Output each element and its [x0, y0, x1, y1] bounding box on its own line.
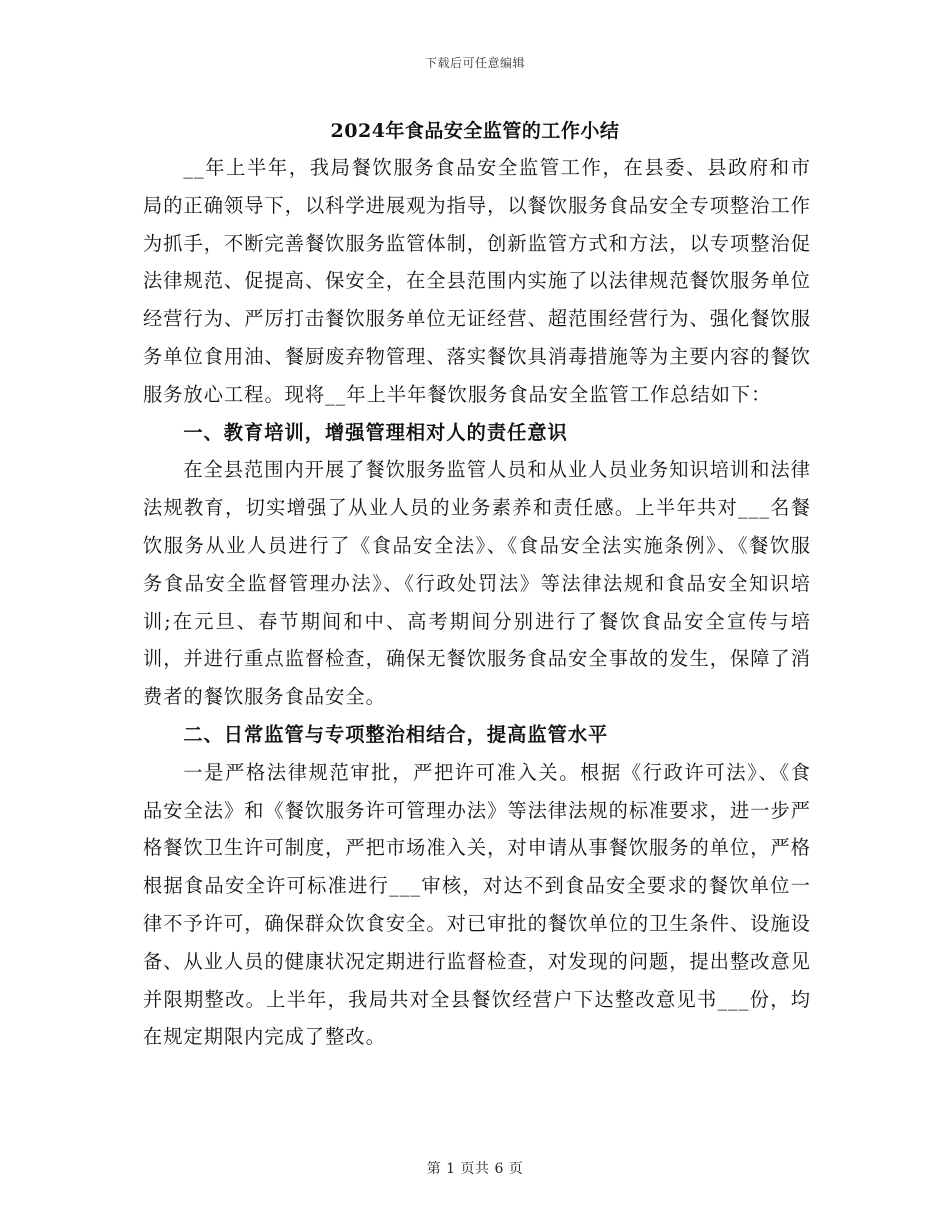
section-1-heading: 一、教育培训，增强管理相对人的责任意识	[183, 420, 568, 444]
section-1-paragraph: 在全县范围内开展了餐饮服务监管人员和从业人员业务知识培训和法律法规教育，切实增强了从业人员的业务素养和责任感。上半年共对___名餐饮服务从业人员进行了《食品安全法》、《食品安全法实施条例》、《餐饮服务食品安全监督管理办法》、《行政处罚法》等法律法规和食品安全知识培训;在元旦、春节期间和中、高考期间分别进行了餐饮食品安全宣传与培训，并进行重点监督检查，确保无餐饮服务食品安全事故的发生，保障了消费者的餐饮服务食品安全。	[143, 458, 811, 709]
header-note: 下载后可任意编辑	[424, 56, 525, 70]
document-body	[143, 149, 811, 1056]
section-2-heading: 二、日常监管与专项整治相结合，提高监管水平	[183, 722, 609, 746]
intro-paragraph: __年上半年，我局餐饮服务食品安全监管工作，在县委、县政府和市局的正确领导下，以科学进展观为指导，以餐饮服务食品安全专项整治工作为抓手，不断完善餐饮服务监管体制，创新监管方式和方法，以专项整治促法律规范、促提高、保安全，在全县范围内实施了以法律规范餐饮服务单位经营行为、严厉打击餐饮服务单位无证经营、超范围经营行为、强化餐饮服务单位食用油、餐厨废弃物管理、落实餐饮具消毒措施等为主要内容的餐饮服务放心工程。现将__年上半年餐饮服务食品安全监管工作总结如下：	[143, 156, 811, 406]
document-title: 2024年食品安全监管的工作小结	[330, 120, 620, 142]
page-number: 第 1 页共 6 页	[426, 1161, 524, 1177]
section-2-paragraph: 一是严格法律规范审批，严把许可准入关。根据《行政许可法》、《食品安全法》和《餐饮服务许可管理办法》等法律法规的标准要求，进一步严格餐饮卫生许可制度，严把市场准入关，对申请从事餐饮服务的单位，严格根据食品安全许可标准进行___审核，对达不到食品安全要求的餐饮单位一律不予许可，确保群众饮食安全。对已审批的餐饮单位的卫生条件、设施设备、从业人员的健康状况定期进行监督检查，对发现的问题，提出整改意见并限期整改。上半年，我局共对全县餐饮经营户下达整改意见书___份，均在规定期限内完成了整改。	[143, 760, 811, 1049]
